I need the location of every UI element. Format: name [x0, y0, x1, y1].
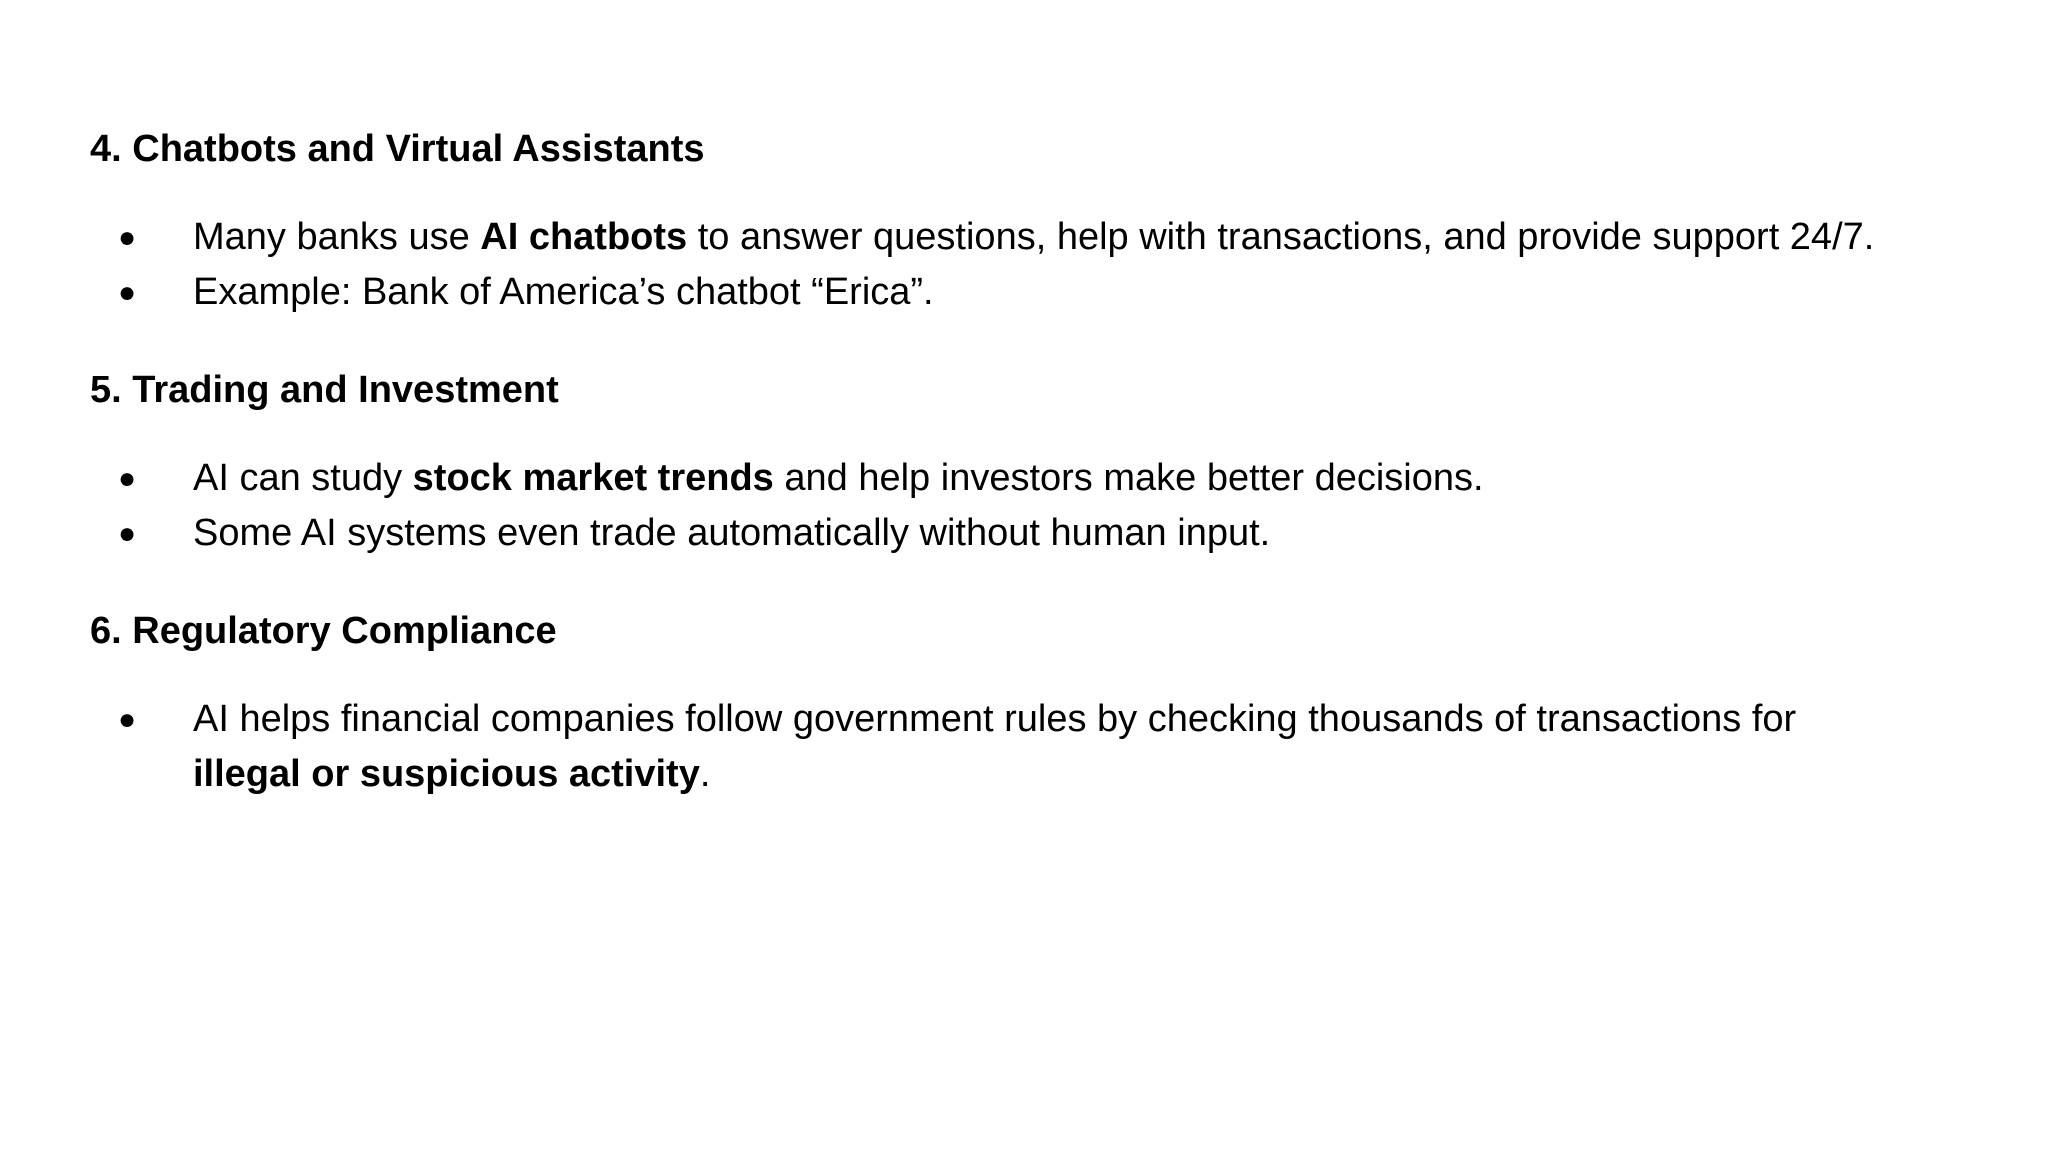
bullet-icon: ● [118, 221, 137, 254]
section-heading: 4. Chatbots and Virtual Assistants [90, 128, 705, 170]
bullet-list [90, 210, 2010, 320]
bullet-text: Example: Bank of America’s chatbot “Erica”. [193, 271, 934, 313]
list-item [90, 210, 2010, 265]
bullet-text-line [193, 747, 2010, 802]
bold-text: AI chatbots [480, 216, 688, 258]
list-item [90, 692, 2010, 802]
section-trading [90, 368, 2010, 561]
bullet-text-line [193, 692, 2010, 747]
bullet-text: Many banks use [193, 216, 481, 258]
bullet-icon: ● [118, 517, 137, 550]
list-item [90, 451, 2010, 506]
bullet-icon: ● [118, 462, 137, 495]
bullet-text-line [193, 265, 2010, 320]
bullet-text-line [193, 506, 2010, 561]
section-heading: 5. Trading and Investment [90, 369, 559, 411]
bullet-list [90, 451, 2010, 561]
bullet-icon: ● [118, 276, 137, 309]
bullet-text: . [699, 753, 711, 795]
bold-text: stock market trends [412, 457, 774, 499]
bullet-text: to answer questions, help with transactions, and provide support 24/7. [687, 216, 1875, 258]
bullet-text-line [193, 451, 2010, 506]
bullet-text: AI helps financial companies follow government rules by checking thousands of transactions for [193, 698, 1797, 740]
section-heading: 6. Regulatory Compliance [90, 610, 557, 652]
bold-text: illegal or suspicious activity [193, 753, 700, 795]
section-compliance [90, 609, 2010, 802]
bullet-list [90, 692, 2010, 802]
bullet-text: AI can study [193, 457, 413, 499]
bullet-text: and help investors make better decisions. [773, 457, 1484, 499]
bullet-text: Some AI systems even trade automatically without human input. [193, 512, 1271, 554]
section-chatbots [90, 127, 2010, 320]
bullet-icon: ● [118, 703, 137, 736]
list-item [90, 506, 2010, 561]
list-item [90, 265, 2010, 320]
bullet-text-line [193, 210, 2010, 265]
